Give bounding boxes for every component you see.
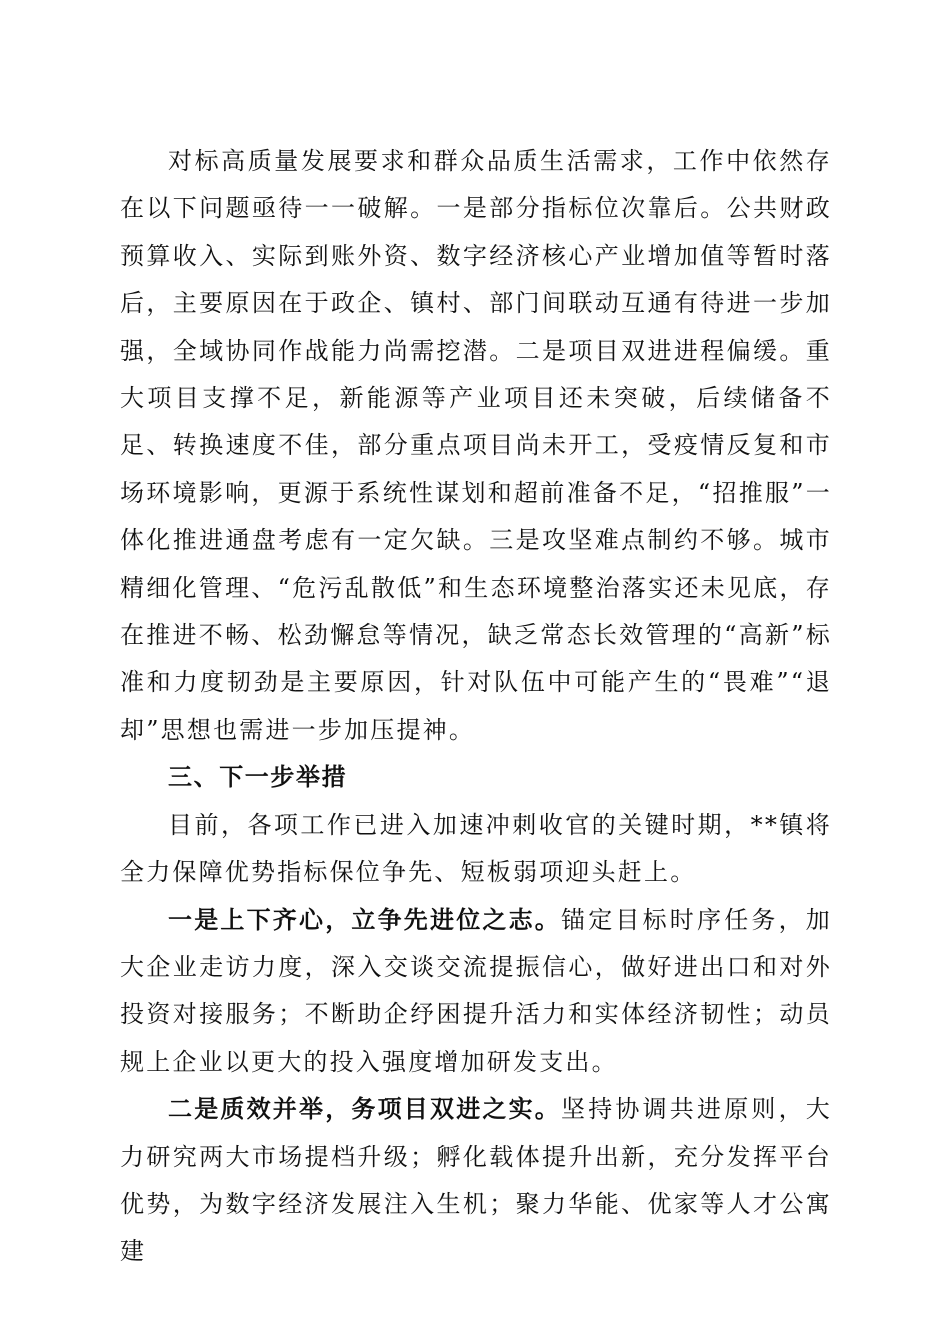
section-heading-next-steps: 三、下一步举措 bbox=[168, 763, 348, 792]
paragraph-problems-text: 对标高质量发展要求和群众品质生活需求，工作中依然存在以下问题亟待一一破解。一是部分指标位次靠后。公共财政预算收入、实际到账外资、数字经济核心产业增加值等暂时落后，主要原因在于政企、镇村、部门间联动互通有待进一步加强，全域协同作战能力尚需挖潜。二是项目双进进程偏缓。重大项目支撑不足，新能源等产业项目还未突破，后续储备不足、转换速度不佳，部分重点项目尚未开工，受疫情反复和市场环境影响，更源于系统性谋划和超前准备不足，“招推服”一体化推进通盘考虑有一定欠缺。三是攻坚难点制约不够。城市精细化管理、“危污乱散低”和生态环境整治落实还未见底，存在推进不畅、松劲懈怠等情况，缺乏常态长效管理的“高新”标准和力度韧劲是主要原因，针对队伍中可能产生的“畏难”“退却”思想也需进一步加压提神。 bbox=[120, 147, 832, 744]
measure-one-text: 锚定目标时序任务，加大企业走访力度，深入交谈交流提振信心，做好进出口和对外投资对接服务；不断助企纾困提升活力和实体经济韧性；动员规上企业以更大的投入强度增加研发支出。 bbox=[120, 905, 832, 1076]
measure-two-text: 坚持协调共进原则，大力研究两大市场提档升级；孵化载体提升出新，充分发挥平台优势，为数字经济发展注入生机；聚力华能、优家等人才公寓建 bbox=[120, 1095, 832, 1266]
paragraph-measure-two bbox=[120, 1086, 832, 1276]
paragraph-problems bbox=[120, 138, 832, 754]
paragraph-measure-one bbox=[120, 897, 832, 1087]
measure-one-lead: 一是上下齐心，立争先进位之志。 bbox=[168, 905, 561, 934]
measure-two-lead: 二是质效并举，务项目双进之实。 bbox=[168, 1095, 561, 1124]
document-page bbox=[120, 138, 832, 1276]
paragraph-intro-text: 目前，各项工作已进入加速冲刺收官的关键时期，**镇将全力保障优势指标保位争先、短板弱项迎头赶上。 bbox=[120, 810, 832, 887]
paragraph-intro-next-steps bbox=[120, 802, 832, 897]
